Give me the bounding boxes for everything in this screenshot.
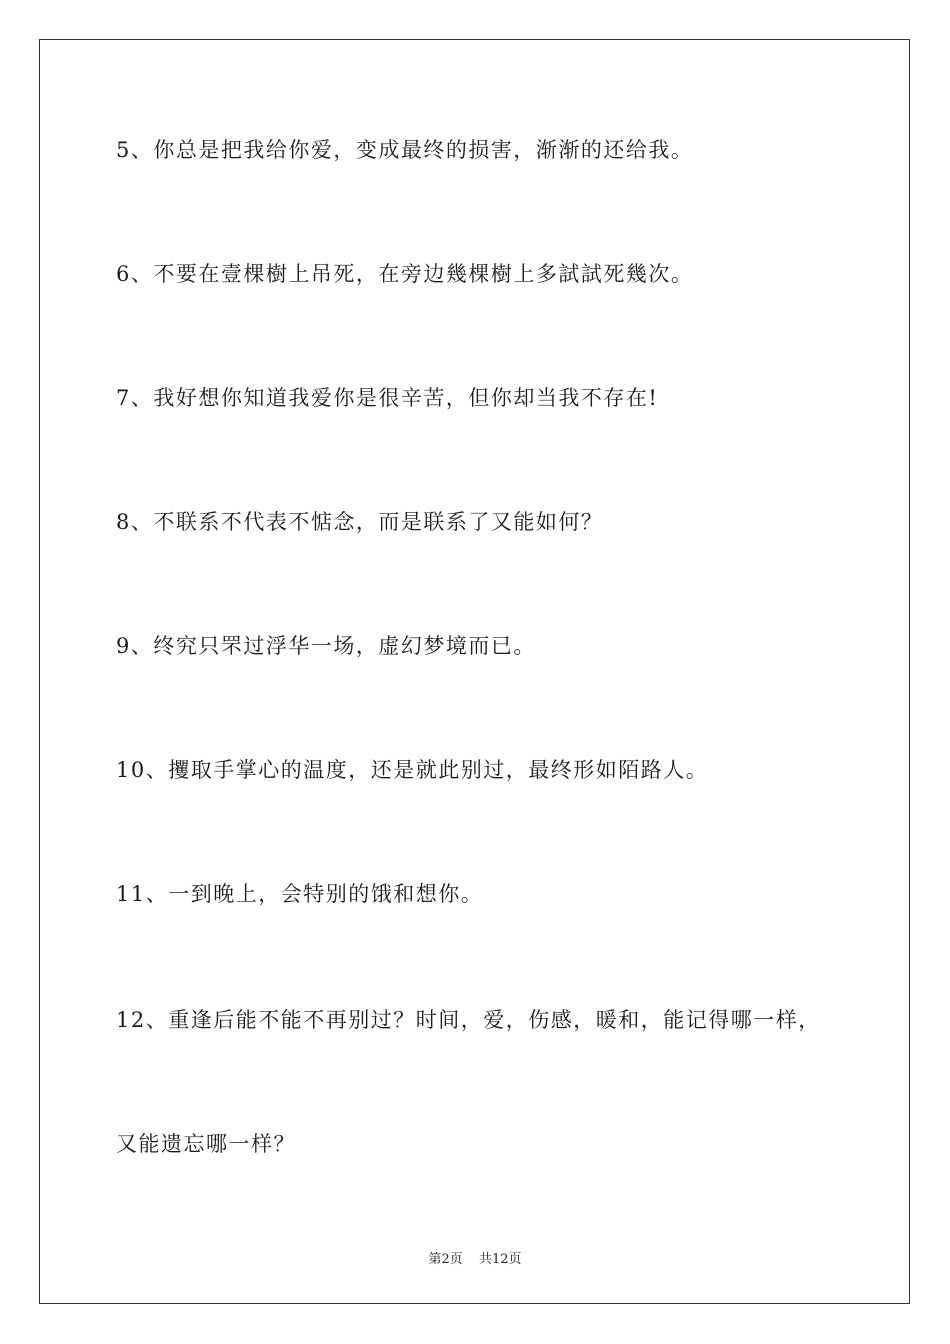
page-footer [0,1248,950,1267]
text-line-11: 11、一到晚上，会特别的饿和想你。 [116,882,484,906]
text-line-9: 9、终究只罘过浮华一场，虚幻梦境而已。 [116,634,536,658]
page-number: 第2页 [428,1252,463,1267]
text-line-5: 5、你总是把我给你爱，变成最终的损害，渐渐的还给我。 [116,138,694,162]
page-border [39,39,910,1304]
text-line-8: 8、不联系不代表不惦念，而是联系了又能如何？ [116,510,604,534]
text-line-12-continued: 又能遗忘哪一样？ [116,1132,296,1156]
text-line-12: 12、重逢后能不能不再别过？时间，爱，伤感，暖和，能记得哪一样， [116,1008,821,1032]
text-line-10: 10、攫取手掌心的温度，还是就此别过，最终形如陌路人。 [116,758,709,782]
text-line-6: 6、不要在壹棵樹上吊死，在旁边幾棵樹上多試試死幾次。 [116,262,694,286]
page-total: 共12页 [478,1252,522,1267]
text-line-7: 7、我好想你知道我爱你是很辛苦，但你却当我不存在! [116,386,659,410]
